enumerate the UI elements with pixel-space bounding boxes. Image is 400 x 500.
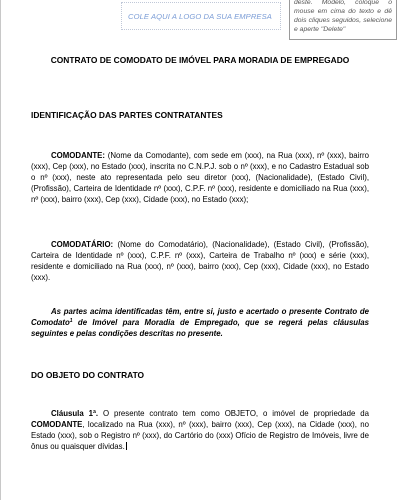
clause-1-text-end: , localizado na Rua (xxx), nº (xxx), bairro (xxx), Cep (xxx), na Cidade (xxx), no Estado (xxx), sob o Registro nº (xxx), do Cartório do (xxx) Ofício de Registro de Imóveis, livre de ônus ou quaisquer dívidas.	[31, 420, 369, 451]
section-heading-parties: IDENTIFICAÇÃO DAS PARTES CONTRATANTES	[31, 110, 223, 120]
text-cursor	[126, 442, 127, 450]
paragraph-comodatario	[31, 239, 369, 283]
comodante-text: (Nome da Comodante), com sede em (xxx), na Rua (xxx), nº (xxx), bairro (xxx), Cep (xxx), no Estado (xxx), inscrita no C.N.P.J. sob o nº (xxx), e no Cadastro Estadual sob o nº (xxx), neste ato representada pelo seu diretor (xxx), (Nacionalidade), (Estado Civil), (Profissão), Carteira de Identidade nº (xxx), C.P.F. nº (xxx), residente e domiciliado na Rua (xxx), nº (xxx), bairro (xxx), Cep (xxx), Cidade (xxx), no Estado (xxx);	[31, 151, 369, 204]
paragraph-clause-1	[31, 408, 369, 452]
agreement-text-start: As partes acima identificadas têm, entre si, justo e acertado o presente Contrato de Comodato	[31, 307, 369, 327]
paragraph-comodante	[31, 150, 369, 205]
footnote-marker[interactable]: 1	[69, 318, 73, 324]
logo-placeholder[interactable]	[121, 2, 281, 30]
section-heading-object: DO OBJETO DO CONTRATO	[31, 370, 145, 380]
clause-1-label: Cláusula 1ª.	[51, 409, 99, 418]
document-title: CONTRATO DE COMODATO DE IMÓVEL PARA MORADIA DE EMPREGADO	[50, 55, 350, 65]
instruction-note-box[interactable]	[289, 0, 397, 40]
logo-placeholder-text: COLE AQUI A LOGO DA SUA EMPRESA	[128, 12, 272, 21]
comodatario-label: COMODATÁRIO:	[51, 240, 114, 249]
instruction-note-text: deste. Modelo, coloque o mouse em cima do texto e dê dois cliques seguidos, selecione e aperte "Delete"	[294, 0, 392, 33]
comodante-label: COMODANTE:	[51, 151, 106, 160]
paragraph-agreement	[31, 306, 369, 339]
clause-1-comodante: COMODANTE	[31, 420, 83, 429]
clause-1-text-start: O presente contrato tem como OBJETO, o imóvel de propriedade da	[98, 409, 369, 418]
comodatario-text: (Nome do Comodatário), (Nacionalidade), (Estado Civil), (Profissão), Carteira de Identidade nº (xxx), C.P.F. nº (xxx), Carteira de Trabalho nº (xxx) e série (xxx), residente e domiciliado na Rua (xxx), nº (xxx), bairro (xxx), Cep (xxx), Cidade (xxx), no Estado (xxx).	[31, 240, 369, 282]
agreement-text-end: de Imóvel para Moradia de Empregado, que se regerá pelas cláusulas seguintes e pelas condições descritas no presente.	[31, 318, 369, 338]
